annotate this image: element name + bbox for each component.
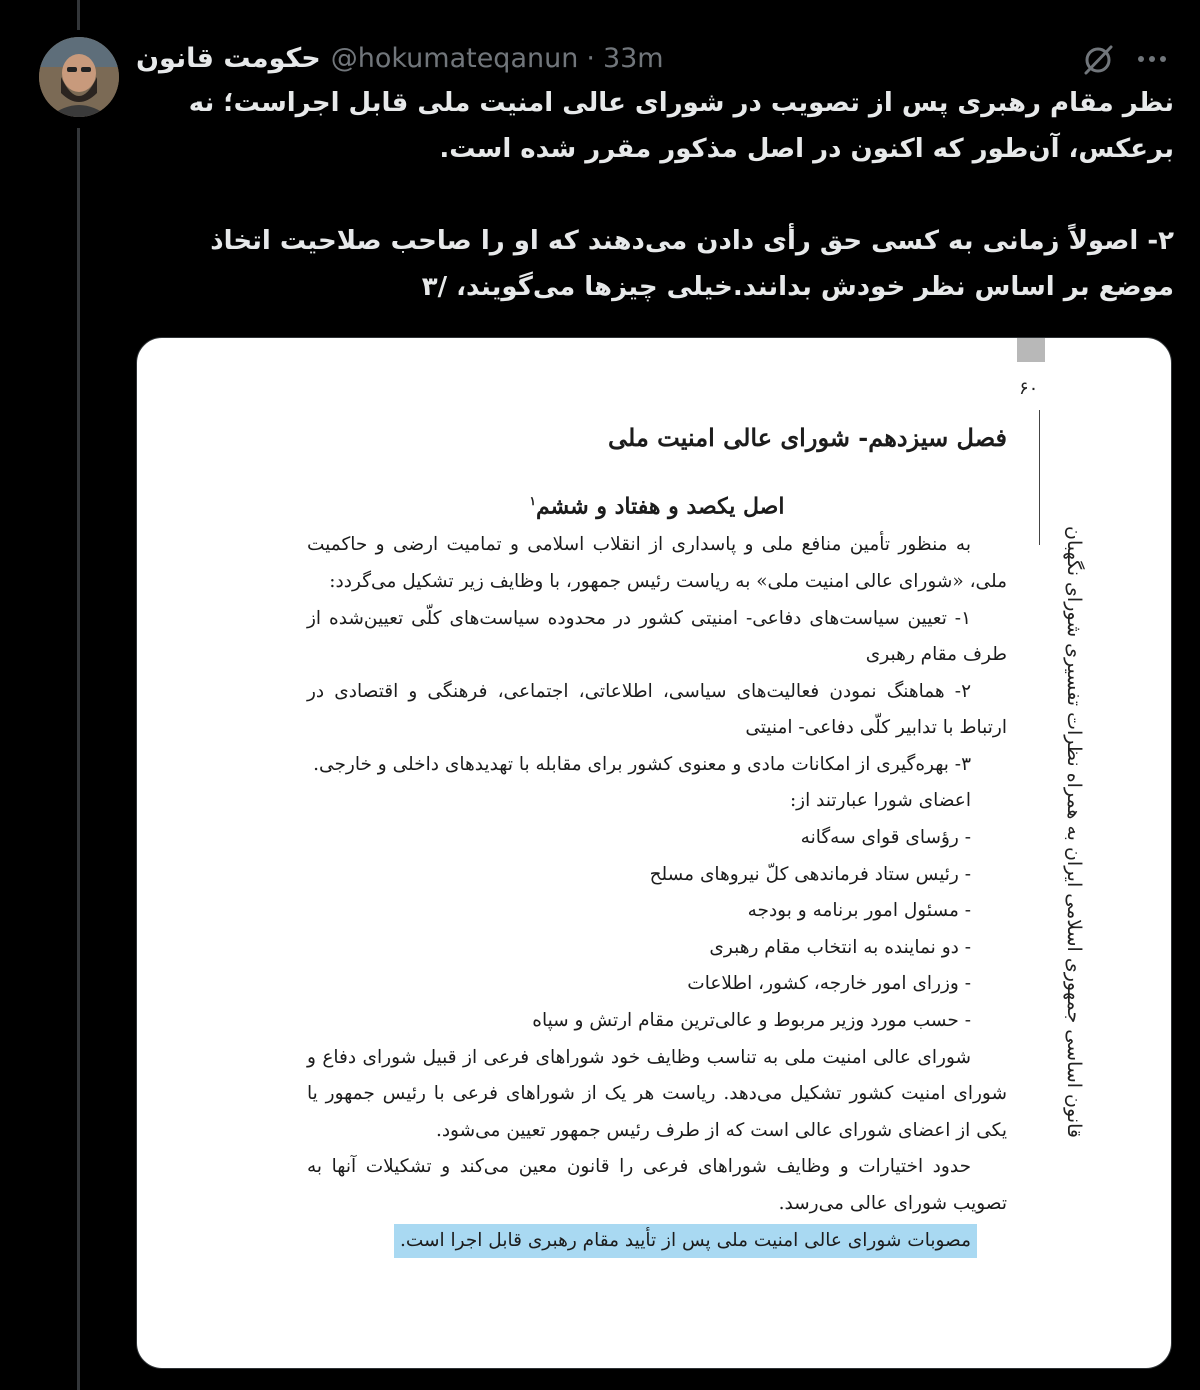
- member-item: - مسئول امور برنامه و بودجه: [747, 900, 971, 922]
- limits-paragraph: حدود اختیارات و وظایف شوراهای فرعی را قانون معین می‌کند و تشکیلات آنها به تصویب شورای عالی می‌رسد.: [307, 1156, 1007, 1215]
- thread-line: [77, 128, 80, 1390]
- members-heading: اعضای شورا عبارتند از:: [789, 790, 971, 812]
- duty-item: ۲- هماهنگ نمودن فعالیت‌های سیاسی، اطلاعاتی، اجتماعی، فرهنگی و اقتصادی در ارتباط با تدابیر کلّی دفاعی- امنیتی: [307, 680, 1007, 739]
- tweet-timestamp[interactable]: 33m: [602, 42, 664, 74]
- member-item: - رئیس ستاد فرماندهی کلّ نیروهای مسلح: [649, 863, 971, 885]
- tweet-paragraph-2: ۲- اصولاً زمانی به کسی حق رأی دادن می‌دهند که او را صاحب صلاحیت اتخاذ موضع بر اساس نظر خودش بدانند.خیلی چیزها می‌گویند، /۳: [210, 226, 1174, 302]
- book-side-title: قانون اساسی جمهوری اسلامی ایران به همراه نظرات تفسیری شورای نگهبان: [1063, 526, 1085, 1138]
- member-item: - وزرای امور خارجه، کشور، اطلاعات: [687, 973, 971, 995]
- article-footnote-mark: ۱: [529, 494, 536, 508]
- member-item: - حسب مورد وزیر مربوط و عالی‌ترین مقام ارتش و سپاه: [532, 1010, 971, 1032]
- duty-item: ۳- بهره‌گیری از امکانات مادی و معنوی کشور برای مقابله با تهدیدهای داخلی و خارجی.: [313, 753, 971, 775]
- document-page: [307, 408, 1007, 1259]
- tweet-text: [138, 80, 1174, 310]
- header-separator: ·: [586, 42, 595, 74]
- article-title-text: اصل یکصد و هفتاد و ششم: [535, 493, 785, 520]
- more-options-icon[interactable]: [1136, 52, 1168, 66]
- article-body: [307, 527, 1007, 1259]
- member-item: - رؤسای قوای سه‌گانه: [800, 827, 971, 849]
- duty-item: ۱- تعیین سیاست‌های دفاعی- امنیتی کشور در محدوده سیاست‌های کلّی تعیین‌شده از طرف مقام رهبری: [307, 607, 1007, 666]
- page-tab-marker: [1017, 338, 1045, 362]
- article-intro: به منظور تأمین منافع ملی و پاسداری از انقلاب اسلامی و تمامیت ارضی و حاکمیت ملی، «شورای عالی امنیت ملی» به ریاست رئیس جمهور، با وظایف زیر تشکیل می‌گردد:: [307, 534, 1007, 592]
- chapter-title: فصل سیزدهم- شورای عالی امنیت ملی: [608, 423, 1007, 452]
- tweet-image[interactable]: [136, 337, 1172, 1369]
- avatar-image: [39, 37, 119, 117]
- author-display-name[interactable]: حکومت قانون: [136, 42, 321, 74]
- member-item: - دو نماینده به انتخاب مقام رهبری: [709, 936, 971, 958]
- thread-line-top: [77, 0, 80, 30]
- tweet-header: [136, 38, 664, 78]
- page-number: ۶۰: [1019, 378, 1039, 399]
- highlighted-sentence: مصوبات شورای عالی امنیت ملی پس از تأیید مقام رهبری قابل اجرا است.: [394, 1224, 977, 1258]
- side-rule: [1039, 410, 1040, 545]
- subcouncils-paragraph: شورای عالی امنیت ملی به تناسب وظایف خود شوراهای فرعی از قبیل شورای دفاع و شورای امنیت کشور تشکیل می‌دهد. ریاست هر یک از شوراهای فرعی با رئیس جمهور یا یکی از اعضای شورای عالی است که از طرف رئیس جمهور تعیین می‌شود.: [307, 1046, 1007, 1141]
- tweet-paragraph-1: نظر مقام رهبری پس از تصویب در شورای عالی امنیت ملی قابل اجراست؛ نه برعکس، آن‌طور که اکنون در اصل مذکور مقرر شده است.: [188, 88, 1174, 164]
- grok-icon[interactable]: [1080, 42, 1116, 78]
- avatar[interactable]: [39, 37, 119, 117]
- article-title: [307, 484, 1007, 523]
- author-handle[interactable]: @hokumateqanun: [330, 42, 579, 74]
